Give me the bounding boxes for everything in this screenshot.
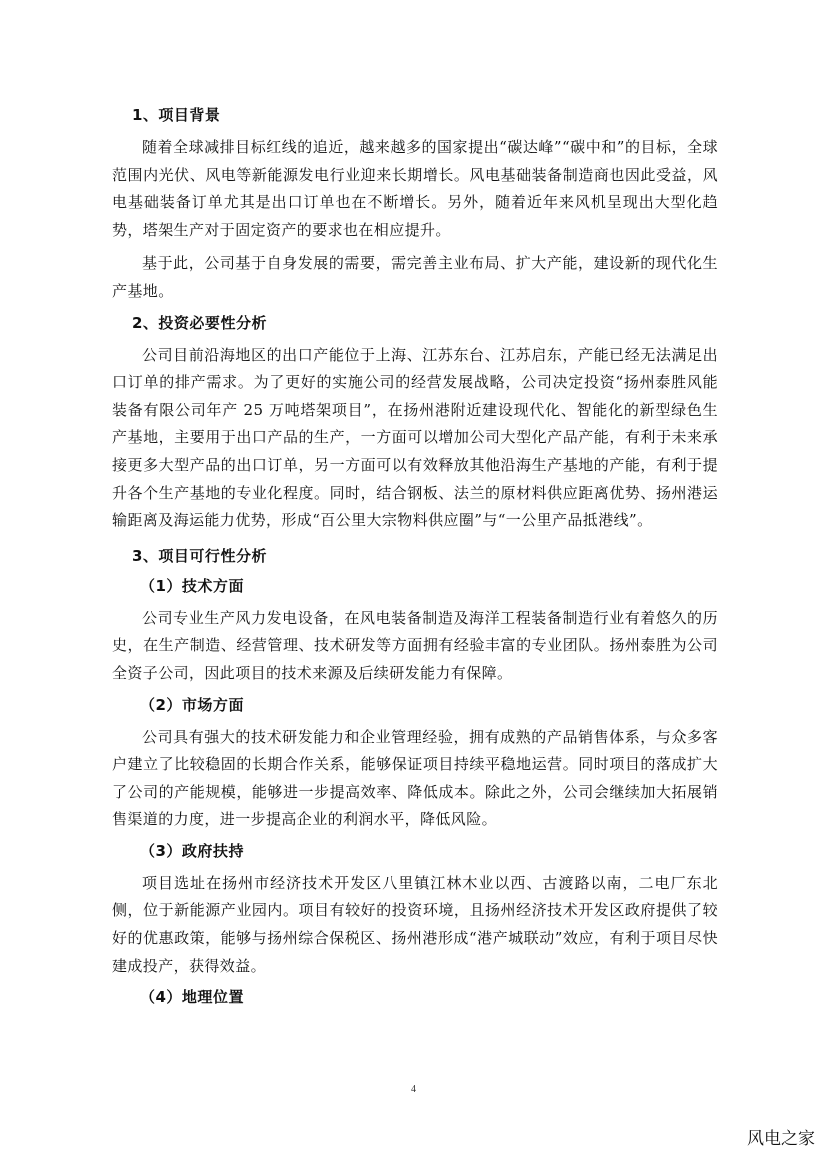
paragraph: 随着全球减排目标红线的追近，越来越多的国家提出“碳达峰”“碳中和”的目标，全球范围内光伏、风电等新能源发电行业迎来长期增长。风电基础装备制造商也因此受益，风电基础装备订单尤其是出口订单也在不断增长。另外，随着近年来风机呈现出大型化趋势，塔架生产对于固定资产的要求也在相应提升。: [112, 138, 718, 239]
document-body: [112, 104, 718, 1016]
paragraph: 公司专业生产风力发电设备，在风电装备制造及海洋工程装备制造行业有着悠久的历史，在生产制造、经营管理、技术研发等方面拥有经验丰富的专业团队。扬州泰胜为公司全资子公司，因此项目的技术来源及后续研发能力有保障。: [112, 608, 718, 682]
paragraph: 项目选址在扬州市经济技术开发区八里镇江林木业以西、古渡路以南，二电厂东北侧，位于新能源产业园内。项目有较好的投资环境，且扬州经济技术开发区政府提供了较好的优惠政策，能够与扬州综合保税区、扬州港形成“港产城联动”效应，有利于项目尽快建成投产，获得效益。: [112, 873, 718, 975]
paragraph: 公司目前沿海地区的出口产能位于上海、江苏东台、江苏启东，产能已经无法满足出口订单的排产需求。为了更好的实施公司的经营发展战略，公司决定投资“扬州泰胜风能装备有限公司年产 25 万吨塔架项目”，在扬州港附近建设现代化、智能化的新型绿色生产基地，主要用于出口产品的生产，一方面可以增加公司大型化产品产能，有利于未来承接更多大型产品的出口订单，另一方面可以有效释放其他沿海生产基地的产能，有利于提升各个生产基地的专业化程度。同时，结合钢板、法兰的原材料供应距离优势、扬州港运输距离及海运能力优势，形成“百公里大宗物料供应圈”与“一公里产品抵港线”。: [112, 345, 718, 530]
subsection-heading-technology: （1）技术方面: [140, 576, 244, 595]
paragraph: 公司具有强大的技术研发能力和企业管理经验，拥有成熟的产品销售体系，与众多客户建立了比较稳固的长期合作关系，能够保证项目持续平稳地运营。同时项目的落成扩大了公司的产能规模，能够进一步提高效率、降低成本。除此之外，公司会继续加大拓展销售渠道的力度，进一步提高企业的利润水平，降低风险。: [112, 727, 718, 829]
paragraph: 基于此，公司基于自身发展的需要，需完善主业布局、扩大产能，建设新的现代化生产基地。: [112, 254, 718, 300]
subsection-heading-location: （4）地理位置: [140, 988, 244, 1007]
section-heading-necessity: 2、投资必要性分析: [132, 313, 267, 332]
page-number: 4: [411, 1084, 416, 1095]
subsection-heading-market: （2）市场方面: [140, 695, 244, 714]
section-heading-background: 1、项目背景: [132, 106, 221, 124]
section-heading-feasibility: 3、项目可行性分析: [132, 546, 267, 565]
subsection-heading-government: （3）政府扶持: [140, 841, 244, 860]
watermark-text: 风电之家: [747, 1129, 815, 1149]
